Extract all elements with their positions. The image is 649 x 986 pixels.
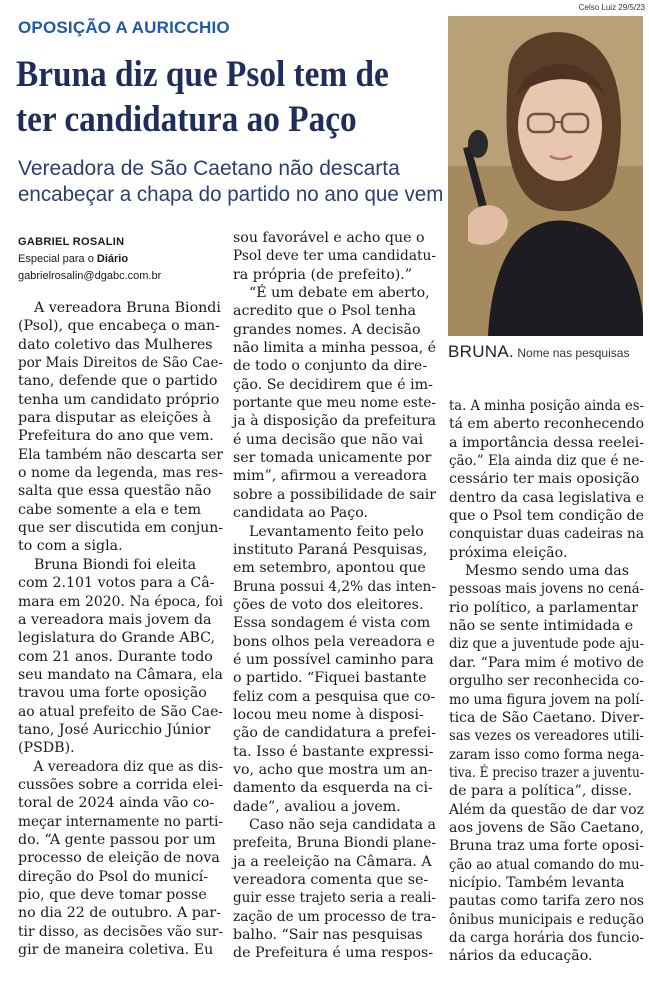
article-line bbox=[449, 746, 644, 764]
article-line bbox=[233, 853, 436, 871]
article-line bbox=[18, 758, 223, 776]
article-line-text: não se sente intimidada e bbox=[449, 618, 634, 635]
article-line bbox=[233, 339, 436, 357]
caption-name: BRUNA. bbox=[448, 342, 515, 361]
article-line-text: tir disso, as decisões vão sur- bbox=[18, 923, 224, 940]
article-line bbox=[18, 721, 223, 739]
article-line bbox=[449, 397, 644, 415]
author-role-prefix: Especial para o bbox=[18, 253, 97, 265]
article-line-text: a importância dessa reelei- bbox=[449, 434, 644, 451]
article-line-text: (Psol), que encabeça o man- bbox=[18, 318, 220, 335]
article-line-text: tica de São Caetano. Diver- bbox=[449, 709, 645, 726]
article-line bbox=[18, 464, 223, 482]
article-line bbox=[233, 578, 436, 596]
article-line bbox=[449, 727, 644, 745]
article-line bbox=[233, 669, 436, 687]
article-line bbox=[233, 779, 436, 797]
article-line-text: balho. “Sair nas pesquisas bbox=[233, 927, 423, 944]
article-line-text: dentro da casa legislativa e bbox=[449, 489, 645, 506]
article-line bbox=[18, 629, 223, 647]
article-line bbox=[233, 559, 436, 577]
article-line bbox=[18, 868, 223, 886]
article-line-text: de Prefeitura é uma respos- bbox=[233, 945, 434, 962]
headline bbox=[16, 52, 394, 142]
article-line-text: ção. Se decidirem que é im- bbox=[233, 376, 433, 393]
article-line-text: ções de voto dos eleitores. bbox=[233, 596, 424, 613]
article-line-text: de para a política”, disse. bbox=[449, 783, 632, 800]
article-line-text: grandes nomes. A decisão bbox=[233, 321, 421, 338]
article-line-text: vereadora comenta que se- bbox=[233, 872, 429, 889]
article-line bbox=[449, 801, 644, 819]
article-line-text: nicípio. Também levanta bbox=[449, 874, 625, 891]
article-line bbox=[233, 761, 436, 779]
article-line-text: diz que a juventude pode aju- bbox=[449, 636, 644, 653]
article-line-text: mo uma figura jovem na polí- bbox=[449, 691, 644, 708]
article-line bbox=[449, 544, 644, 562]
article-line bbox=[233, 523, 436, 541]
article-line-text: orgulho ser reconhecida co- bbox=[449, 673, 645, 690]
article-line bbox=[233, 651, 436, 669]
article-line-text: sou favorável e acho que o bbox=[233, 230, 425, 246]
article-line-text: prefeita, Bruna Biondi plane- bbox=[233, 835, 437, 852]
article-line bbox=[18, 941, 223, 959]
article-line-text: portante que meu nome este- bbox=[233, 395, 437, 412]
article-line bbox=[18, 776, 223, 794]
article-line-text: para disputar as eleições à bbox=[18, 410, 212, 427]
article-line-text: Prefeitura do ano que vem. bbox=[18, 428, 214, 445]
article-line-text: Bruna possui 4,2% das inten- bbox=[233, 578, 436, 595]
article-line-text: to com a sigla. bbox=[18, 538, 123, 555]
article-line bbox=[449, 929, 644, 947]
photo-credit: Celso Luiz 29/5/23 bbox=[578, 3, 645, 12]
article-line-text: Bruna traz uma forte oposi- bbox=[449, 838, 645, 855]
article-line-text: tano, defende que o partido bbox=[18, 373, 218, 390]
article-line-text: bons olhos pela vereadora e bbox=[233, 633, 435, 650]
article-line-text: Essa sondagem é vista com bbox=[233, 615, 431, 632]
article-line bbox=[233, 431, 436, 449]
article-line bbox=[233, 541, 436, 559]
article-line-text: ta. A minha posição ainda es- bbox=[449, 398, 644, 414]
article-line bbox=[18, 519, 223, 537]
article-line bbox=[449, 452, 644, 470]
headline-line: ter candidatura ao Paço bbox=[16, 99, 357, 140]
article-line-text: ja a reeleição na Câmara. A bbox=[233, 853, 432, 870]
article-line-text: seu mandato na Câmara, ela bbox=[18, 666, 223, 683]
article-line bbox=[449, 892, 644, 910]
article-line bbox=[233, 798, 436, 816]
article-line-text: que o Psol tem condição de bbox=[449, 508, 644, 525]
article-line-text: mara em 2020. Na época, foi bbox=[18, 593, 224, 610]
article-line-text: guir esse trajeto seria a reali- bbox=[233, 890, 437, 907]
article-line-text: sas vezes os vereadores utili- bbox=[449, 728, 644, 745]
article-line-text: ção.” Ela ainda diz que é ne- bbox=[449, 453, 645, 470]
article-line bbox=[18, 336, 223, 354]
article-line-text: Caso não seja candidata a bbox=[248, 817, 437, 833]
article-line bbox=[233, 376, 436, 394]
article-line-text: rio político, a parlamentar bbox=[449, 599, 639, 616]
article-line-text: ser tomada unicamente por bbox=[233, 450, 432, 467]
article-line bbox=[449, 434, 644, 452]
article-line bbox=[18, 556, 223, 574]
article-line-text: a vereadora mais jovem da bbox=[18, 611, 212, 628]
article-line bbox=[18, 482, 223, 500]
article-line-text: da carga horária dos funcio- bbox=[449, 929, 644, 946]
article-line-text: (PSDB). bbox=[18, 740, 75, 757]
article-line bbox=[18, 684, 223, 702]
article-line-text: zação de um processo de tra- bbox=[233, 908, 437, 925]
article-line bbox=[233, 284, 436, 302]
article-line-text: Além da questão de dar voz bbox=[449, 801, 644, 818]
article-line-text: é uma decisão que não vai bbox=[233, 431, 424, 448]
article-line-text: ônibus municipais e redução bbox=[449, 911, 645, 928]
article-line bbox=[18, 611, 223, 629]
article-column-2 bbox=[233, 229, 436, 963]
article-line bbox=[233, 724, 436, 742]
article-line-text: Mesmo sendo uma das bbox=[465, 563, 630, 580]
portrait-illustration bbox=[448, 16, 643, 336]
article-line bbox=[449, 911, 644, 929]
article-line bbox=[233, 229, 436, 247]
subhead-line: encabeçar a chapa do partido no ano que vem bbox=[18, 183, 444, 206]
article-line bbox=[449, 764, 644, 782]
byline bbox=[18, 234, 161, 285]
article-line bbox=[233, 412, 436, 430]
article-line-text: o nome da legenda, mas res- bbox=[18, 465, 224, 482]
article-line bbox=[233, 908, 436, 926]
article-line-text: damento da esquerda na ci- bbox=[233, 780, 433, 797]
author-email: gabrielrosalin@dgabc.com.br bbox=[18, 270, 162, 282]
article-line bbox=[18, 593, 223, 611]
article-line-text: meçar internamente no parti- bbox=[18, 813, 223, 830]
headline-line: Bruna diz que Psol tem de bbox=[16, 54, 389, 95]
article-line-text: salta que essa questão não bbox=[18, 483, 212, 500]
article-line bbox=[449, 489, 644, 507]
article-line-text: instituto Paraná Pesquisas, bbox=[233, 541, 428, 558]
article-line bbox=[18, 427, 223, 445]
article-column-1 bbox=[18, 299, 223, 959]
article-line bbox=[233, 302, 436, 320]
author-name: GABRIEL ROSALIN bbox=[18, 236, 125, 248]
caption-text: Nome nas pesquisas bbox=[514, 346, 630, 360]
article-line bbox=[233, 834, 436, 852]
article-line-text: ao atual prefeito de São Cae- bbox=[18, 703, 224, 720]
article-line-text: Ela também não descarta ser bbox=[18, 446, 223, 463]
article-line bbox=[449, 947, 644, 965]
article-line bbox=[18, 703, 223, 721]
article-line bbox=[233, 449, 436, 467]
article-line bbox=[18, 409, 223, 427]
article-line-text: Bruna Biondi foi eleita bbox=[34, 556, 197, 573]
article-line-text: zaram isso como forma nega- bbox=[449, 746, 645, 763]
article-line-text: por Mais Direitos de São Cae- bbox=[18, 355, 223, 372]
outlet-name: Diário bbox=[96, 253, 129, 265]
article-line bbox=[18, 537, 223, 555]
article-line bbox=[449, 672, 644, 690]
article-line-text: conquistar duas cadeiras na bbox=[449, 526, 645, 543]
article-column-3 bbox=[449, 397, 644, 966]
article-line-text: “É um debate em aberto, bbox=[249, 285, 430, 302]
article-line bbox=[449, 654, 644, 672]
article-line-text: o partido. “Fiquei bastante bbox=[233, 670, 427, 687]
article-line-text: pautas como tarifa zero nos bbox=[449, 893, 645, 910]
article-line-text: legislatura do Grande ABC, bbox=[18, 630, 216, 647]
article-line bbox=[18, 831, 223, 849]
article-line-text: cessário ter mais oposição bbox=[449, 471, 640, 488]
article-line bbox=[449, 635, 644, 653]
article-line bbox=[18, 794, 223, 812]
article-line bbox=[449, 819, 644, 837]
article-line-text: ção ao atual comando do mu- bbox=[449, 856, 644, 873]
article-line-text: nários da educação. bbox=[449, 948, 593, 965]
article-line bbox=[18, 904, 223, 922]
article-line-text: tá em aberto reconhecendo bbox=[449, 416, 645, 433]
article-line-text: gir de maneira coletiva. Eu bbox=[18, 942, 214, 959]
article-line bbox=[233, 816, 436, 834]
article-line bbox=[18, 666, 223, 684]
article-line-text: dade”, avaliou a jovem. bbox=[233, 798, 401, 815]
article-line bbox=[233, 394, 436, 412]
article-line-text: pio, que deve tomar posse bbox=[18, 887, 207, 903]
article-line-text: candidata ao Paço. bbox=[233, 505, 368, 522]
article-line bbox=[18, 923, 223, 941]
article-line bbox=[18, 739, 223, 757]
article-line-text: que ser discutida em conjun- bbox=[18, 520, 224, 537]
article-line-text: ra própria (de prefeito).” bbox=[233, 266, 413, 283]
article-line bbox=[449, 874, 644, 892]
article-line bbox=[233, 467, 436, 485]
article-line bbox=[233, 926, 436, 944]
article-line bbox=[233, 596, 436, 614]
article-line-text: A vereadora Bruna Biondi bbox=[34, 300, 221, 316]
article-line-text: acredito que o Psol tenha bbox=[233, 303, 416, 320]
section-kicker: OPOSIÇÃO A AURICCHIO bbox=[18, 18, 230, 37]
article-line bbox=[449, 837, 644, 855]
article-line-text: ta. Isso é bastante expressi- bbox=[233, 743, 434, 760]
article-line bbox=[449, 562, 644, 580]
article-line bbox=[233, 889, 436, 907]
article-line bbox=[449, 507, 644, 525]
article-line-text: direção do Psol do municí- bbox=[18, 868, 209, 885]
article-line bbox=[449, 782, 644, 800]
article-line bbox=[18, 886, 223, 904]
article-line bbox=[233, 633, 436, 651]
article-line bbox=[233, 486, 436, 504]
article-line bbox=[233, 688, 436, 706]
article-line bbox=[449, 617, 644, 635]
article-line-text: dato coletivo das Mulheres bbox=[18, 336, 213, 353]
article-line-text: vo, acho que mostra um an- bbox=[233, 761, 433, 778]
article-line bbox=[449, 525, 644, 543]
article-line-text: dar. “Para mim é motivo de bbox=[449, 654, 644, 671]
article-line-text: próxima eleição. bbox=[449, 544, 568, 561]
article-line-text: toral de 2024 ainda vão co- bbox=[18, 795, 215, 812]
portrait-photo bbox=[448, 16, 643, 336]
article-line-text: locou meu nome à disposi- bbox=[233, 706, 424, 723]
article-line bbox=[449, 856, 644, 874]
article-line bbox=[18, 813, 223, 831]
article-line bbox=[233, 321, 436, 339]
article-line bbox=[449, 415, 644, 433]
article-line bbox=[233, 247, 436, 265]
author-role bbox=[18, 251, 161, 268]
article-line bbox=[233, 706, 436, 724]
article-line-text: tano, José Auricchio Júnior bbox=[18, 721, 211, 738]
article-line bbox=[449, 599, 644, 617]
article-line-text: cussões sobre a corrida elei- bbox=[18, 776, 224, 793]
article-line bbox=[18, 372, 223, 390]
article-line bbox=[233, 357, 436, 375]
article-line bbox=[18, 354, 223, 372]
article-line-text: com 2.101 votos para a Câ- bbox=[18, 575, 215, 592]
article-line-text: é um possível caminho para bbox=[233, 651, 434, 668]
article-line-text: tenha um candidato próprio bbox=[18, 391, 220, 408]
article-line-text: A vereadora diz que as dis- bbox=[33, 758, 223, 775]
article-line bbox=[18, 501, 223, 519]
article-line bbox=[233, 944, 436, 962]
article-line-text: no dia 22 de outubro. A par- bbox=[18, 905, 221, 922]
article-line bbox=[449, 470, 644, 488]
photo-caption bbox=[448, 342, 643, 362]
article-line-text: tiva. É preciso trazer a juventu- bbox=[449, 764, 645, 781]
article-line bbox=[18, 446, 223, 464]
article-line bbox=[18, 317, 223, 335]
article-line-text: de todo o conjunto da dire- bbox=[233, 358, 428, 375]
article-line-text: feliz com a pesquisa que co- bbox=[233, 688, 436, 705]
article-line-text: com 21 anos. Durante todo bbox=[18, 648, 213, 665]
article-line-text: pessoas mais jovens no cená- bbox=[449, 581, 644, 598]
article-line-text: Psol deve ter uma candidatu- bbox=[233, 248, 437, 265]
article-line bbox=[18, 391, 223, 409]
article-line-text: cabe somente a ela e tem bbox=[18, 501, 202, 518]
article-line bbox=[449, 580, 644, 598]
article-line-text: ção de candidatura a prefei- bbox=[233, 725, 436, 742]
article-line bbox=[18, 299, 223, 317]
article-line bbox=[233, 614, 436, 632]
article-line bbox=[233, 743, 436, 761]
article-line bbox=[18, 648, 223, 666]
article-line-text: não limita a minha pessoa, é bbox=[233, 340, 436, 357]
article-line-text: do. “A gente passou por um bbox=[18, 831, 216, 848]
article-line bbox=[449, 709, 644, 727]
article-line bbox=[18, 574, 223, 592]
subhead-line: Vereadora de São Caetano não descarta bbox=[18, 157, 400, 180]
article-line bbox=[233, 504, 436, 522]
article-line-text: travou uma forte oposição bbox=[18, 685, 207, 702]
article-line bbox=[449, 691, 644, 709]
article-line-text: em setembro, apontou que bbox=[233, 560, 426, 577]
article-line bbox=[233, 871, 436, 889]
article-line-text: mim”, afirmou a vereadora bbox=[233, 468, 427, 485]
article-line-text: sobre a possibilidade de sair bbox=[233, 486, 436, 503]
article-line bbox=[18, 849, 223, 867]
article-line-text: processo de eleição de nova bbox=[18, 850, 220, 867]
article-line-text: ja à disposição da prefeitura bbox=[233, 413, 436, 430]
article-line-text: Levantamento feito pelo bbox=[249, 523, 424, 540]
article-line bbox=[233, 266, 436, 284]
article-line-text: aos jovens de São Caetano, bbox=[449, 819, 645, 836]
subheadline bbox=[18, 156, 444, 208]
